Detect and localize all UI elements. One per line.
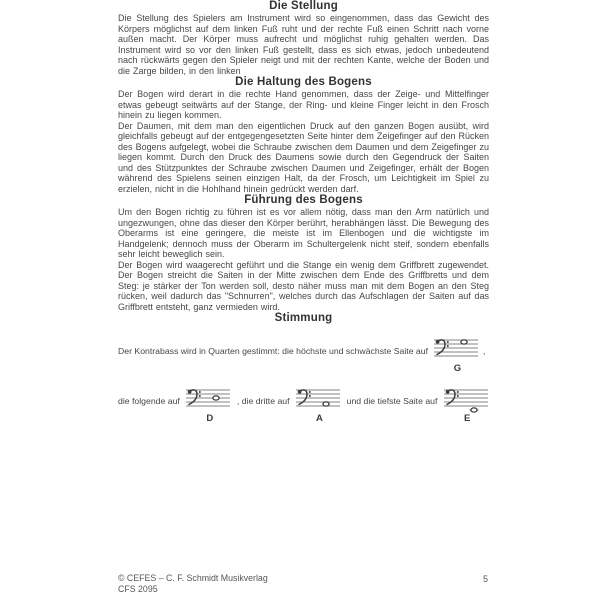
tuning-line-1	[118, 337, 489, 374]
paragraph: Um den Bogen richtig zu führen ist es vor allem nötig, dass man den Arm natürlich und ungezwungen, ohne das dieser den Körper berührt, herabhängen lässt. Die Bewegung des Oberarms ist eine geringere, die meiste ist im Ellenbogen und die wichtigste im Handgelenk; dennoch muss der Oberarm im Schultergelenk nicht steif, sondern ebenfalls sehr leicht beweglich sein.	[118, 207, 489, 259]
staff-a	[295, 387, 341, 424]
staff-lines	[296, 390, 340, 406]
staff-lines	[444, 390, 488, 406]
paragraph: Der Daumen, mit dem man den eigentlichen Druck auf den ganzen Bogen ausübt, wird gleichfalls gebeugt auf der entgegengesetzten Seite hinter dem Zeigefinger auf den Rücken des Bogens aufgelegt, wobei die Schraube zwischen dem Daumen und dem Zeigefinger zu liegen kommt. Durch den Druck des Daumens sowie durch den Gegendruck der Saiten und des Stützpunktes der Schraube zwischen Daumen und Zeigefinger, erhält der Bogen während des Spielens seinen einzigen Halt, da der Frosch, um Leichtigkeit im Spiel zu erzielen, nicht in die Hohlhand hinein gedrückt werden darf.	[118, 120, 489, 194]
staff-g	[433, 337, 479, 374]
paragraph: Der Bogen wird waagerecht geführt und die Stange ein wenig dem Griffbrett zugewendet. Der Bogen streicht die Saiten in der Mitte zwischen dem Ende des Griffbretts und dem Steg: je stärker der Ton werden soll, desto näher muss man mit dem Bogen an den Steg rücken, weil dadurch das "Schnurren", welches durch das Aufschlagen der Saiten auf das Griffbrett entsteht, ganz vermieden wird.	[118, 259, 489, 312]
staff-notation-a	[295, 387, 341, 415]
section-heading-stimmung: Stimmung	[274, 312, 333, 324]
whole-note	[461, 340, 467, 344]
tuning-line2-text1: die folgende auf	[118, 396, 180, 406]
paragraph: Die Stellung des Spielers am Instrument wird so eingenommen, dass das Gewicht des Körpers möglichst auf dem linken Fuß ruht und der rechte Fuß einen Schritt nach vorne außen macht. Der Körper muss aufrecht und möglichst ruhig gehalten werden. Das Instrument wird so vor den linken Fuß gestellt, dass es sich etwas, jedoch unbedeutend nach rückwärts gegen den Spieler neigt und mit der rechten Kante, welche der Boden und die Zarge bilden, in den linken	[118, 13, 489, 76]
section-heading-stellung: Die Stellung	[269, 0, 338, 12]
section-heading-haltung: Die Haltung des Bogens	[235, 76, 372, 88]
staff-lines	[186, 390, 230, 406]
staff-notation-g	[433, 337, 479, 365]
tuning-line-2	[118, 387, 489, 424]
staff-d	[185, 387, 231, 424]
whole-note	[323, 402, 329, 406]
whole-note	[213, 396, 219, 400]
tuning-line2-text3: und die tiefste Saite auf	[346, 396, 438, 406]
string-label-a: A	[316, 413, 323, 424]
paragraph: Der Bogen wird derart in die rechte Hand genommen, dass der Zeige- und Mittelfinger etwas gebeugt seitwärts auf der Stange, der Ring- und kleine Finger leicht in den Frosch hinein zu liegen kommen.	[118, 89, 489, 120]
staff-lines	[434, 340, 478, 356]
footer	[118, 573, 268, 595]
whole-note	[471, 408, 477, 412]
footer-copyright: © CEFES – C. F. Schmidt Musikverlag	[118, 573, 268, 583]
tuning-line1-punct: ,	[483, 346, 486, 356]
staff-notation-d	[185, 387, 231, 415]
staff-notation-e	[443, 387, 489, 415]
string-label-g: G	[453, 363, 462, 374]
section-heading-fuehrung: Führung des Bogens	[244, 194, 363, 206]
tuning-line2-text2: , die dritte auf	[236, 396, 290, 406]
page-number: 5	[483, 574, 489, 584]
string-label-e: E	[464, 413, 471, 424]
string-label-d: D	[206, 413, 214, 424]
text-column	[118, 0, 489, 424]
footer-catalog-number: CFS 2095	[118, 584, 158, 594]
tuning-line1-text: Der Kontrabass wird in Quarten gestimmt: die höchste und schwächste Saite auf	[118, 346, 429, 356]
staff-e	[443, 387, 489, 424]
